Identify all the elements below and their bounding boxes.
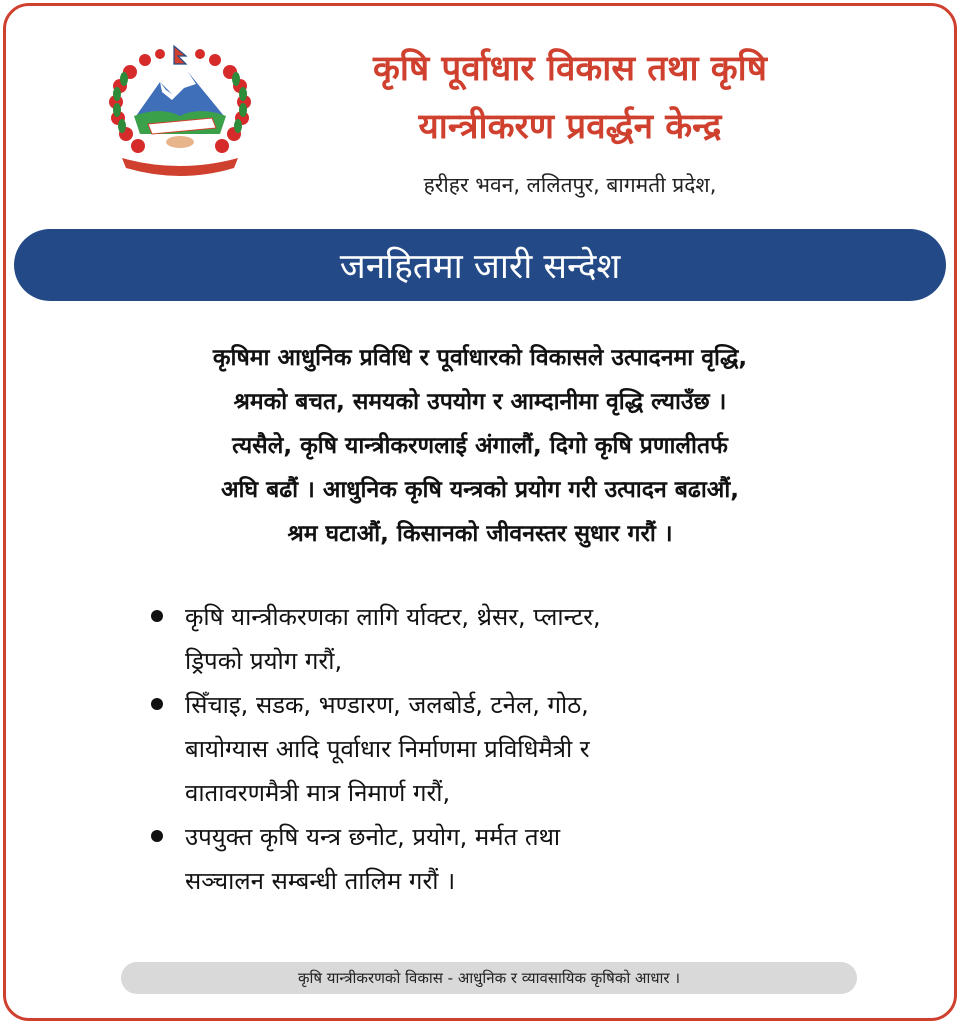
list-item-line: उपयुक्त कृषि यन्त्र छनोट, प्रयोग, मर्मत तथा — [185, 823, 561, 851]
list-item-line: वातावरणमैत्री मात्र निमार्ण गरौं, — [185, 779, 451, 807]
footer-text: कृषि यान्त्रीकरणको विकास - आधुनिक र व्यावसायिक कृषिको आधार । — [297, 969, 681, 987]
list-item-line: बायोग्यास आदि पूर्वाधार निर्माणमा प्रविधिमैत्री र — [185, 735, 590, 763]
bullet-dot-icon — [151, 830, 163, 842]
list-item-line: कृषि यान्त्रीकरणका लागि र्याक्टर, थ्रेसर, प्लान्टर, — [185, 603, 601, 631]
list-item — [145, 595, 845, 683]
organization-title — [250, 40, 890, 156]
list-item — [145, 683, 845, 815]
organization-title-line-1: कृषि पूर्वाधार विकास तथा कृषि — [373, 49, 767, 89]
message-line: कृषिमा आधुनिक प्रविधि र पूर्वाधारको विकासले उत्पादनमा वृद्धि, — [212, 345, 748, 371]
organization-title-line-2: यान्त्रीकरण प्रवर्द्धन केन्द्र — [418, 107, 722, 147]
list-item-line: सिँचाइ, सडक, भण्डारण, जलबोर्ड, टनेल, गोठ, — [185, 691, 589, 719]
list-item-line: ड्रिपको प्रयोग गरौं, — [185, 647, 343, 675]
main-message — [40, 336, 920, 556]
footer-tagline — [121, 962, 857, 994]
banner-title: जनहितमा जारी सन्देश — [339, 246, 621, 287]
bullet-list — [145, 595, 845, 903]
message-line: त्यसैले, कृषि यान्त्रीकरणलाई अंगालौं, दिगो कृषि प्रणालीतर्फ — [232, 433, 728, 459]
public-notice-banner — [14, 229, 946, 301]
nepal-government-emblem-icon — [100, 42, 260, 182]
organization-address: हरीहर भवन, ललितपुर, बागमती प्रदेश, — [423, 173, 717, 197]
bullet-dot-icon — [151, 698, 163, 710]
list-item-line: सञ्चालन सम्बन्धी तालिम गरौं । — [185, 867, 456, 895]
list-item — [145, 815, 845, 903]
message-line: अघि बढौं । आधुनिक कृषि यन्त्रको प्रयोग गरी उत्पादन बढाऔं, — [220, 477, 740, 503]
message-line: श्रम घटाऔं, किसानको जीवनस्तर सुधार गरौं । — [287, 521, 673, 547]
bullet-dot-icon — [151, 610, 163, 622]
message-line: श्रमको बचत, समयको उपयोग र आम्दानीमा वृद्धि ल्याउँछ । — [233, 389, 727, 415]
